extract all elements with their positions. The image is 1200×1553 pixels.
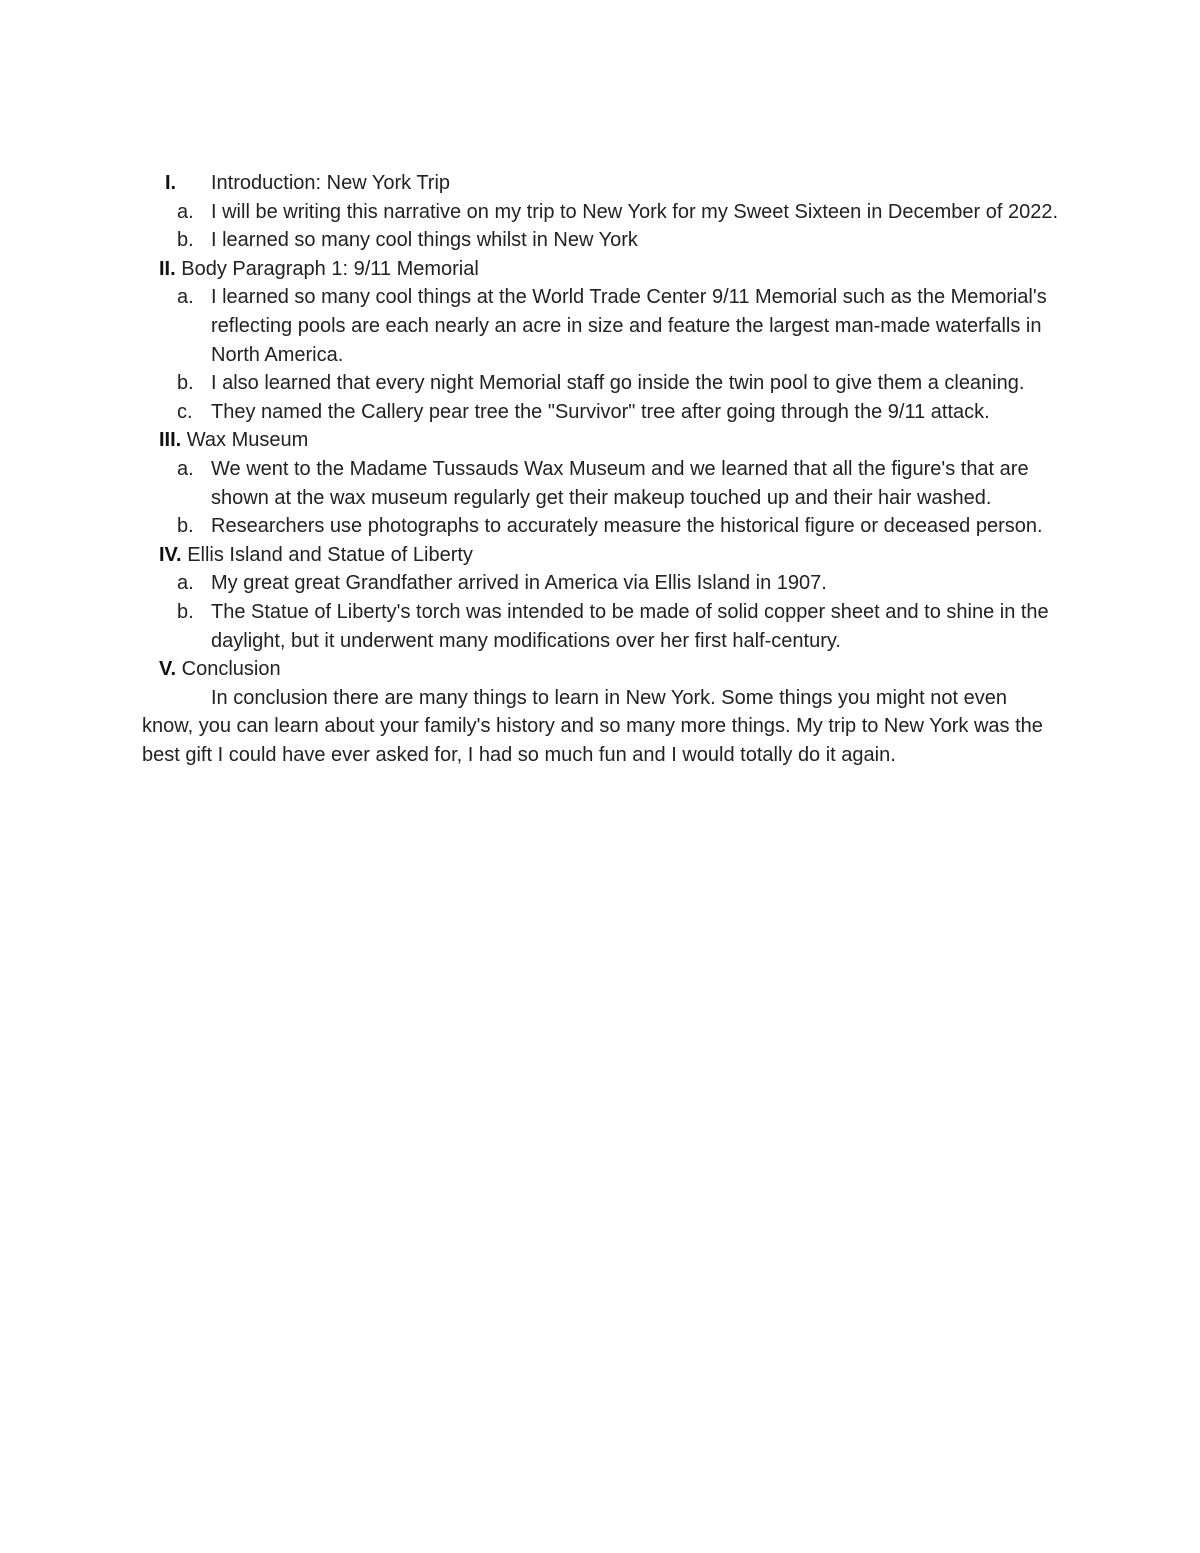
roman-numeral: IV. [159, 543, 182, 566]
section-wax-museum [0, 426, 1200, 540]
section-introduction [0, 169, 1200, 255]
item-marker: a. [177, 286, 194, 309]
list-item [0, 569, 1061, 598]
item-text: I learned so many cool things whilst in New York [211, 229, 638, 252]
section-title: Introduction: New York Trip [211, 172, 451, 194]
list-item [0, 455, 1061, 512]
roman-numeral: V. [159, 658, 177, 681]
section-heading [0, 426, 1200, 455]
section-heading [0, 255, 1200, 284]
list-item [0, 198, 1061, 227]
section-title: Ellis Island and Statue of Liberty [187, 543, 473, 566]
conclusion-paragraph: In conclusion there are many things to learn in New York. Some things you might not even know, you can learn about your family's history and so many more things. My trip to New York was the best gift I could have ever asked for, I had so much fun and I would totally do it again. [142, 686, 1043, 766]
section-title: Body Paragraph 1: 9/11 Memorial [181, 257, 479, 280]
section-body-paragraph-1 [0, 255, 1200, 427]
item-text: We went to the Madame Tussauds Wax Museum and we learned that all the figure's that are shown at the wax museum regularly get their makeup touched up and their hair washed. [211, 457, 1029, 509]
section-title: Wax Museum [186, 429, 309, 452]
roman-numeral: III. [159, 429, 182, 452]
item-marker: a. [177, 200, 194, 223]
list-item [0, 598, 1061, 655]
item-text: I learned so many cool things at the World Trade Center 9/11 Memorial such as the Memorial's reflecting pools are each nearly an acre in size and feature the largest man-made waterfalls in North America. [211, 286, 1047, 366]
roman-numeral: II. [159, 257, 176, 280]
item-text: The Statue of Liberty's torch was intended to be made of solid copper sheet and to shine in the daylight, but it underwent many modifications over her first half-century. [211, 600, 1049, 652]
item-marker: a. [177, 572, 194, 595]
item-text: I also learned that every night Memorial staff go inside the twin pool to give them a cleaning. [211, 372, 1025, 395]
list-item [0, 283, 1061, 369]
item-marker: b. [177, 229, 194, 252]
section-heading [0, 655, 1200, 684]
item-text: I will be writing this narrative on my trip to New York for my Sweet Sixteen in December of 2022. [211, 200, 1059, 223]
item-marker: a. [177, 457, 194, 480]
section-title: Conclusion [181, 658, 281, 681]
list-item [0, 512, 1061, 541]
outline [0, 169, 1200, 769]
item-marker: b. [177, 372, 194, 395]
section-conclusion [0, 655, 1200, 769]
item-text: They named the Callery pear tree the "Survivor" tree after going through the 9/11 attack. [211, 400, 990, 423]
item-text: My great great Grandfather arrived in America via Ellis Island in 1907. [211, 572, 827, 595]
section-heading [0, 169, 1200, 198]
item-marker: b. [177, 515, 194, 538]
section-heading [0, 541, 1200, 570]
item-marker: c. [177, 400, 193, 423]
section-ellis-island [0, 541, 1200, 655]
list-item [0, 226, 1061, 255]
list-item [0, 398, 1061, 427]
roman-numeral: I. [165, 172, 177, 194]
item-text: Researchers use photographs to accurately measure the historical figure or deceased person. [211, 515, 1043, 538]
list-item [0, 369, 1061, 398]
item-marker: b. [177, 600, 194, 623]
